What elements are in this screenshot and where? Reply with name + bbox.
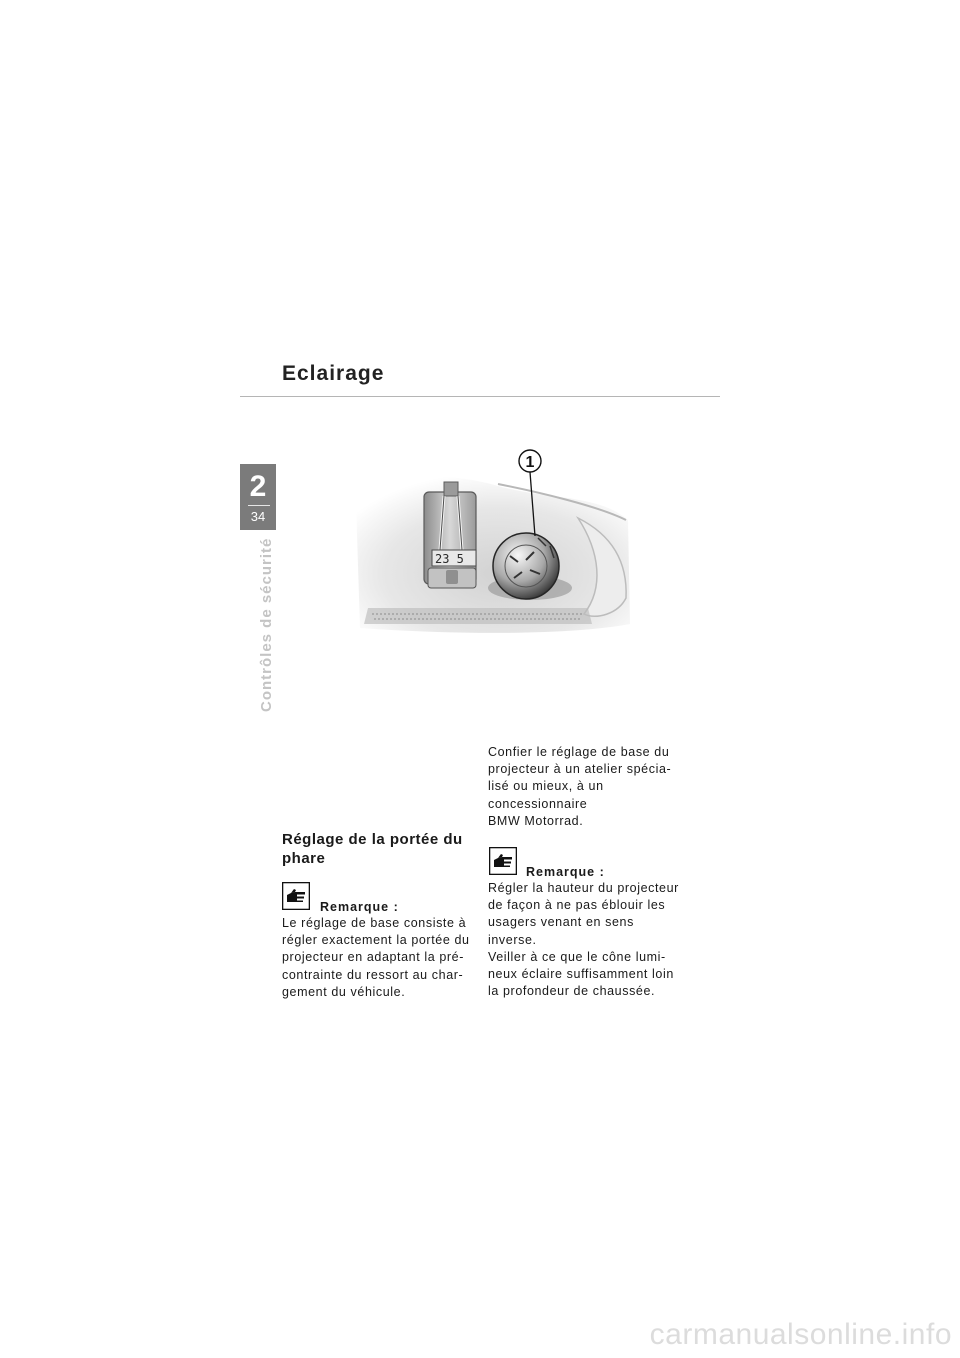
- section-heading: Réglage de la portée du phare: [282, 831, 463, 867]
- chapter-side-label: Contrôles de sécurité: [258, 537, 275, 712]
- note-hand-icon: [489, 847, 517, 875]
- watermark: carmanualsonline.info: [649, 1318, 952, 1351]
- adjuster-knob: [493, 533, 559, 599]
- intro-text-right: Confier le réglage de base du projecteur à un atelier spécia- lisé ou mieux, à un concessionnaire BMW Motorrad.: [488, 745, 672, 828]
- title-divider: [240, 396, 720, 397]
- note-text-right: Régler la hauteur du projecteur de façon à ne pas éblouir les usagers venant en sens inverse. Veiller à ce que le cône lumi- neux éclaire suffisamment loin la profondeur de chaussée.: [488, 881, 679, 999]
- headlight-adjuster-photo: [348, 448, 630, 636]
- note-hand-icon: [282, 882, 310, 910]
- chapter-tab-divider: [248, 505, 270, 506]
- chapter-number: 2: [249, 470, 267, 503]
- note-label-right: Remarque :: [526, 865, 605, 879]
- page-number: 34: [250, 509, 266, 524]
- note-text-left: Le réglage de base consiste à régler exactement la portée du projecteur en adaptant la pré- contrainte du ressort au char- gement du véhicule.: [282, 916, 470, 999]
- display-digits: 23 5: [435, 552, 464, 566]
- callout-number: 1: [525, 454, 535, 471]
- note-label-left: Remarque :: [320, 900, 399, 914]
- page-title: Eclairage: [282, 362, 385, 385]
